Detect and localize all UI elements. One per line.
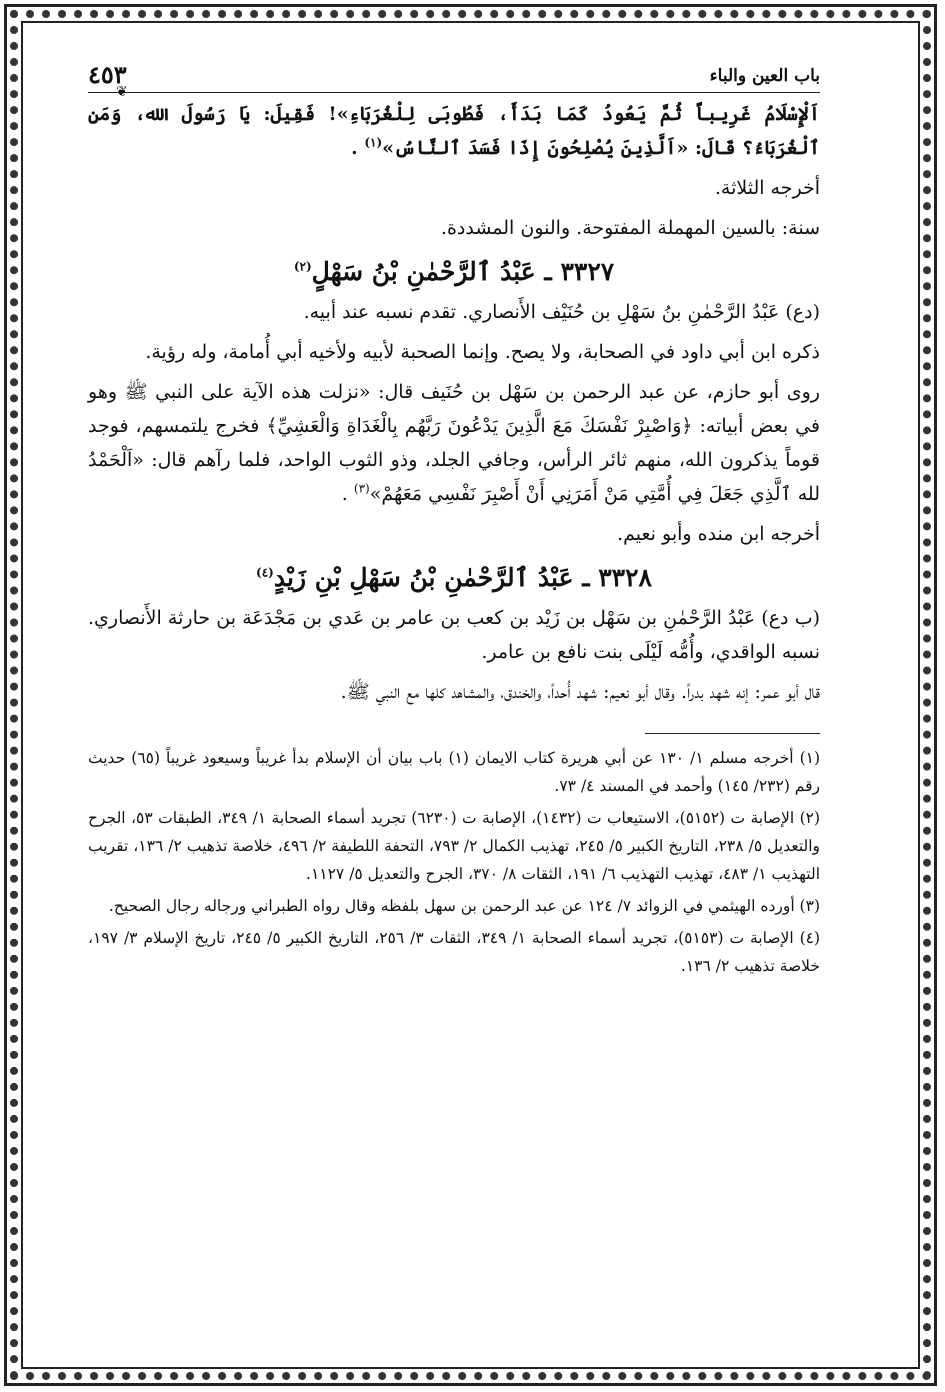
footnote-ref-2: (٢) (293, 259, 312, 274)
paragraph-takhrij-3327: أخرجه ابن منده وأبو نعيم. (617, 523, 820, 545)
paragraph-nasab-3328: (ب دع) عَبْدُ الرَّحْمٰنِ بن سَهْل بن زَيْد بن كعب بن عامر بن عَدي بن مَجْدَعَة بن حارثة الأَنصاري. نسبه الواقدي، وأُمُّه لَيْلَى بنت نافع بن عامر. (88, 607, 820, 663)
footnote-separator (645, 733, 820, 734)
footnote-ref-1: (١) (364, 135, 383, 150)
book-page (88, 58, 820, 1328)
ornament-icon: ❦ (116, 84, 128, 100)
entry-heading-3327: ٣٣٢٧ ـ عَبْدُ ٱلرَّحْمٰنِ بْنُ سَهْلٍ$^{(٢)}$ (293, 257, 615, 286)
footnotes (88, 744, 820, 980)
running-title: باب العين والباء (709, 66, 820, 86)
footnote-ref-4: (٤) (256, 565, 274, 580)
footnote-2: (٢) الإصابة ت (٥١٥٢)، الاستيعاب ت (١٤٣٢)، الإصابة ت (٦٢٣٠) تجريد أسماء الصحابة ١/ ٣٤٩، الطبقات ٥٣، الجرح والتعديل ٥/ ٢٣٨، التاريخ الكبير ٥/ ٢٤٥، تهذيب الكمال ٢/ ٧٩٣، التحفة اللطيفة ٢/ ٤٩٦، خلاصة تذهيب ٢/ ١٣٦، تقريب التهذيب ١/ ٤٨٣، تهذيب التهذيب ٦/ ١٩١، الثقات ٨/ ٣٧٠، الجرح والتعديل ٥/ ١١٢٧. (88, 809, 821, 883)
paragraph-riwaya-3327: روى أبو حازم، عن عبد الرحمن بن سَهْل بن حُنَيف قال: «نزلت هذه الآية على النبي ﷺ وهو في بعض أبياته: ﴿وَاصْبِرْ نَفْسَكَ مَعَ الَّذِينَ يَدْعُونَ رَبَّهُم بِالْغَدَاةِ وَالْعَشِيِّ﴾ فخرج يلتمسهم، فوجد قوماً يذكرون الله، منهم ثائر الرأس، وجافي الجلد، وذو الثوب الواحد، فلما رآهم قال: «اَلْحَمْدُ لله ٱلَّذِي جَعَلَ فِي أُمَّتِي مَنْ أَمَرَنِي أَنْ أَصْبِرَ نَفْسِي مَعَهُمْ»$^{(٣)}$ . (88, 381, 820, 505)
paragraph-note: سنة: بالسين المهملة المفتوحة. والنون المشددة. (440, 217, 820, 239)
footnote-ref-3: (٣) (353, 481, 370, 496)
paragraph-dhikr-3327: ذكره ابن أبي داود في الصحابة، ولا يصح. وإنما الصحبة لأبيه ولأخيه أبي أُمامة، وله رؤية. (145, 341, 820, 363)
page-body (88, 97, 820, 709)
paragraph-nasab-3327: (دع) عَبْدُ الرَّحْمٰنِ بنُ سَهْلِ بن حُنَيْف الأَنصاري. تقدم نسبه عند أبيه. (303, 301, 820, 323)
paragraph-shahid-3328: قال أبو عمر: إنه شهد بدراً. وقال أبو نعيم: شهد أُحداً، والخندق، والمشاهد كلها مع النبي ﷺ. (340, 681, 820, 703)
footnote-3: (٣) أورده الهيثمي في الزوائد ٧/ ١٢٤ عن عبد الرحمن بن سهل بلفظه وقال رواه الطبراني ورجاله رجال الصحيح. (108, 897, 820, 915)
entry-heading-3328: ٣٣٢٨ ـ عَبْدُ ٱلرَّحْمٰنِ بْنُ سَهْلِ بْنِ زَيْدٍ$^{(٤)}$ (256, 563, 652, 592)
page-number: ٤٥٣ (88, 60, 127, 89)
footnote-1: (١) أخرجه مسلم ١/ ١٣٠ عن أبي هريرة كتاب الايمان (١) باب بيان أن الإسلام بدأ غريباً وسيعود غريباً (٦٥) حديث رقم (٢٣٢/ ١٤٥) وأحمد في المسند ٤/ ٧٣. (88, 749, 821, 795)
paragraph-hadith: اَلْإِسْلَامُ غَرِيباً ثُمَّ يَعُودُ كَمَا بَدَأَ، فَطُوبَى لِلْغُرَبَاءِ»! فَقِيلَ: يَا رَسُولَ الله، وَمَنِ ٱلْغُرَبَاءُ؟ قَالَ: «اَلَّذِينَ يُصْلِحُونَ إِذَا فَسَدَ ٱلنَّاسُ»$^{(١)}$ . (88, 103, 820, 159)
paragraph-takhrij-1: أخرجه الثلاثة. (714, 177, 820, 199)
footnote-4: (٤) الإصابة ت (٥١٥٣)، تجريد أسماء الصحابة ١/ ٣٤٩، الثقات ٣/ ٢٥٦، التاريخ الكبير ٥/ ٢٤٥، تاريخ الإسلام ٣/ ١٩٧، خلاصة تذهيب ٢/ ١٣٦. (88, 929, 821, 975)
page-header (88, 58, 820, 100)
